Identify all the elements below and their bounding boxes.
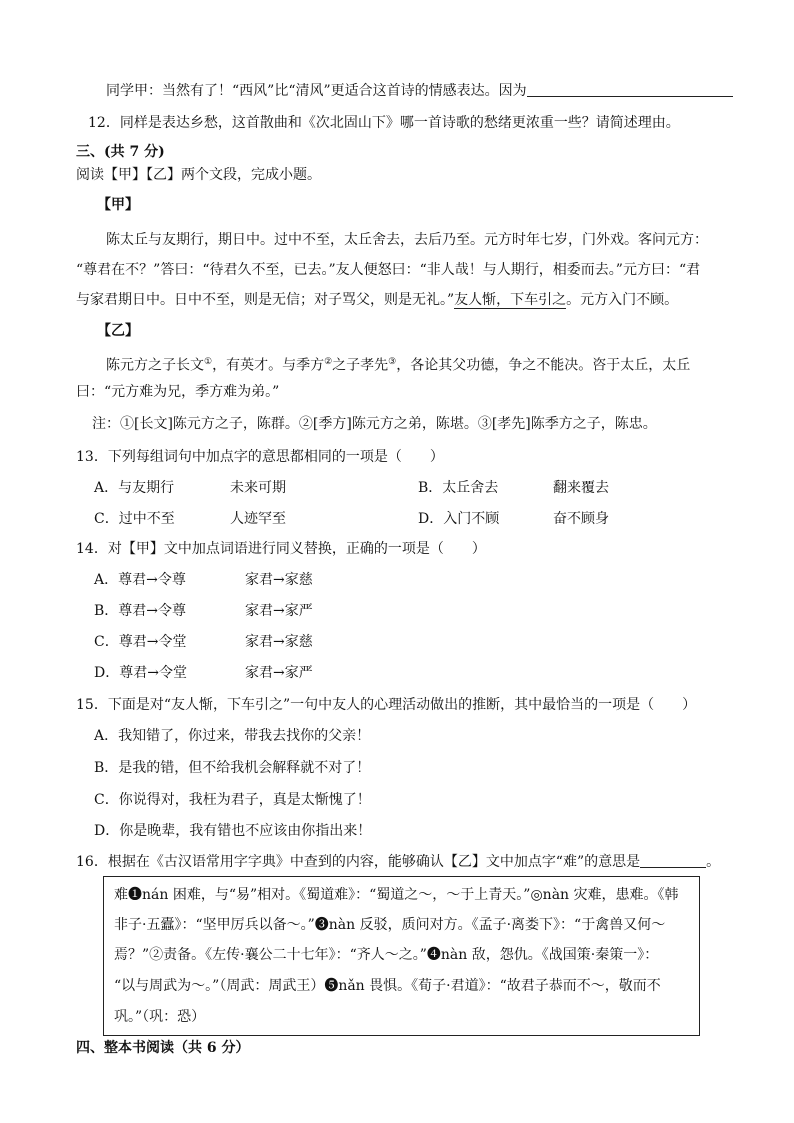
q11-answer-text: 同学甲：当然有了！“西风”比“清风”更适合这首诗的情感表达。因为 (106, 83, 527, 99)
yi-text-a: 陈元方之子长文 (106, 357, 204, 374)
q16-answer-blank[interactable] (640, 853, 706, 868)
passage-jia-line-1: 陈太丘与友期行，期日中。过中不至，太丘舍去，去后乃至。元方时年七岁，门外戏。客问元方： (106, 232, 708, 248)
q14-option-a-pair: 家君→家慈 (245, 572, 313, 588)
q11-answer-blank[interactable] (527, 82, 733, 97)
dictionary-line-2: 非子·五蠹》：“坚甲厉兵以备～。”❸nàn 反驳，质问对方。《孟子·离娄下》：“于禽兽又何～ (114, 917, 666, 933)
passage-yi-label: 【乙】 (97, 323, 139, 339)
q13-option-c[interactable]: C．过中不至 (94, 511, 175, 527)
q16-question: 16．根据在《古汉语常用字字典》中查到的内容，能够确认【乙】文中加点字“难”的意思是 (76, 854, 641, 870)
yi-text-d: ，各论其父功德，争之不能决。咨于太丘，太丘 (396, 357, 691, 374)
jia-line-3-a: 与家君期日中。日中不至，则是无信；对子骂父，则是无礼。” (76, 292, 455, 308)
q13-option-d-pair: 奋不顾身 (553, 511, 609, 527)
q14-option-c-pair: 家君→家慈 (245, 634, 313, 650)
q14-option-b-pair: 家君→家严 (245, 603, 313, 619)
q14-option-b[interactable]: B．尊君→令尊 (94, 603, 187, 619)
q14-option-c[interactable]: C．尊君→令堂 (94, 634, 187, 650)
q16-question-line (76, 853, 720, 871)
q14-option-d[interactable]: D．尊君→令堂 (94, 665, 187, 681)
jia-underlined-sentence: 友人惭，下车引之 (454, 292, 567, 308)
dictionary-entry-box (103, 876, 700, 1036)
footnote-marker-1: ① (204, 357, 213, 367)
q11-answer-line (106, 82, 733, 100)
q15-option-d[interactable]: D．你是晚辈，我有错也不应该由你指出来！ (94, 823, 372, 839)
passage-jia-line-3 (76, 291, 678, 309)
q15-option-a[interactable]: A．我知错了，你过来，带我去找你的父亲！ (94, 728, 371, 744)
annotation-notes: 注：①[长文]陈元方之子，陈群。②[季方]陈元方之弟，陈堪。③[孝先]陈季方之子，陈忠。 (92, 416, 657, 432)
footnote-marker-3: ③ (388, 357, 397, 367)
passage-yi-line-1 (106, 353, 690, 375)
q13-question: 13．下列每组词句中加点字的意思都相同的一项是（ ） (76, 449, 444, 465)
passage-yi-line-2: 曰：“元方难为兄，季方难为弟。” (76, 384, 280, 400)
q14-option-a[interactable]: A．尊君→令尊 (94, 572, 186, 588)
q15-option-c[interactable]: C．你说得对，我枉为君子，真是太惭愧了！ (94, 792, 371, 808)
q13-option-d[interactable]: D．入门不顾 (418, 511, 500, 527)
q13-option-b-pair: 翻来覆去 (553, 480, 609, 496)
jia-line-3-b: 。元方入门不顾。 (566, 292, 679, 308)
dictionary-line-1: 难❶nán 困难，与“易”相对。《蜀道难》：“蜀道之～，～于上青天。”◎nàn 灾难，患难。《韩 (114, 887, 679, 903)
q13-option-c-pair: 人迹罕至 (230, 511, 286, 527)
section-3-heading: 三、(共 7 分) (76, 144, 165, 160)
yi-text-b: ，有英才。与季方 (212, 357, 325, 374)
q13-option-a[interactable]: A．与友期行 (94, 480, 175, 496)
q15-question: 15．下面是对“友人惭，下车引之”一句中友人的心理活动做出的推断，其中最恰当的一项是（ ） (76, 697, 697, 713)
dictionary-line-4: “以与周武为～。”（周武：周武王）❺nǎn 畏惧。《荀子·君道》：“故君子恭而不～，敬而不 (114, 978, 661, 994)
passage-jia-line-2: “尊君在不？”答曰：“待君久不至，已去。”友人便怒曰：“非人哉！与人期行，相委而去。”元方曰：“君 (76, 262, 701, 278)
q15-option-b[interactable]: B．是我的错，但不给我机会解释就不对了！ (94, 760, 371, 776)
yi-text-c: 之子孝先 (332, 357, 389, 374)
dictionary-line-5: 巩。”（巩：恐） (114, 1009, 206, 1025)
reading-intro: 阅读【甲】【乙】两个文段，完成小题。 (76, 167, 321, 183)
passage-jia-label: 【甲】 (97, 197, 139, 213)
dictionary-line-3: 焉？”②责备。《左传·襄公二十七年》：“齐人～之。”❹nàn 敌，怨仇。《战国策·秦策一》： (114, 947, 659, 963)
q13-option-a-pair: 未来可期 (230, 480, 286, 496)
q16-end-mark: 。 (706, 854, 721, 870)
q14-option-d-pair: 家君→家严 (245, 665, 313, 681)
q12-question: 12．同样是表达乡愁，这首散曲和《次北固山下》哪一首诗歌的愁绪更浓重一些？请简述理由。 (88, 115, 680, 131)
section-4-heading: 四、整本书阅读（共 6 分） (76, 1040, 250, 1056)
q13-option-b[interactable]: B．太丘舍去 (418, 480, 499, 496)
footnote-marker-2: ② (324, 357, 333, 367)
q14-question: 14．对【甲】文中加点词语进行同义替换，正确的一项是（ ） (76, 541, 486, 557)
